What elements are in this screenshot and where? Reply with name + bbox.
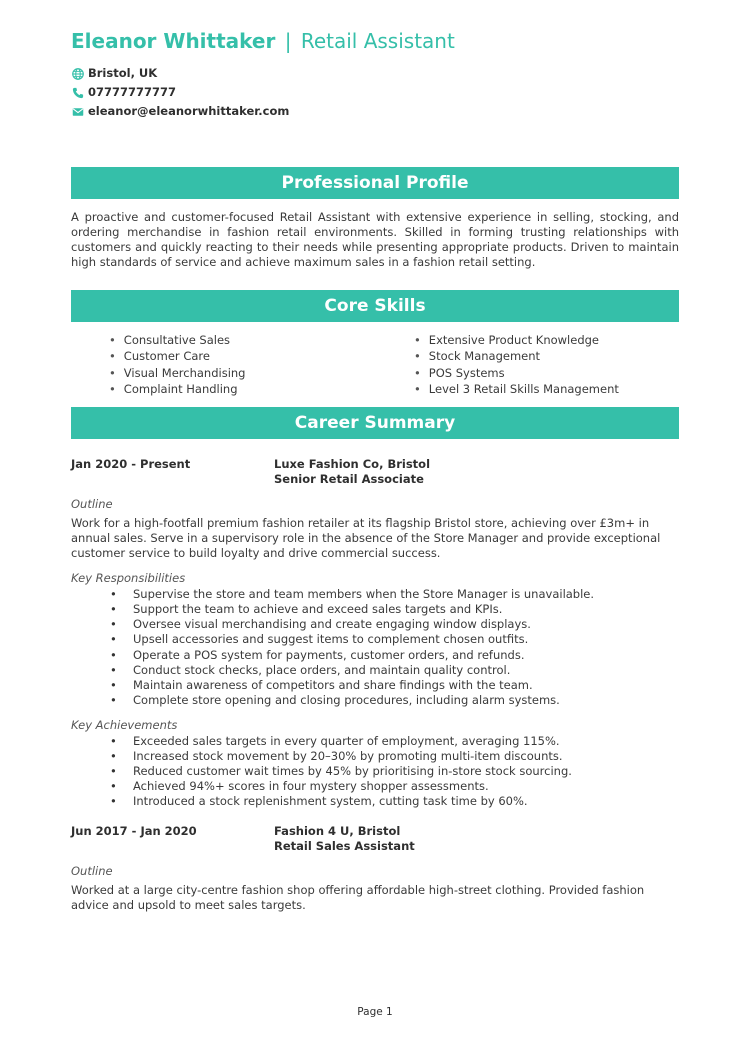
list-item: • Oversee visual merchandising and create engaging window displays. [110,617,679,632]
email-text[interactable]: eleanor@eleanorwhittaker.com [88,104,290,118]
profile-text: A proactive and customer-focused Retail Assistant with extensive experience in selling, stocking, and ordering merchandise in fashion retail environments. Skilled in forming trusting relationships with customers and quickly reacting to their needs while presenting appropriate products. Driven to maintain high standards of service and achieve maximum sales in a fashion retail setting. [71,210,679,269]
list-item: • Increased stock movement by 20–30% by promoting multi-item discounts. [110,749,679,764]
globe-icon [71,67,85,81]
skill-item: • Complaint Handling [109,381,414,397]
skills-heading: Core Skills [324,296,426,316]
outline-text: Work for a high-footfall premium fashion retailer at its flagship Bristol store, achieving over £3m+ in annual sales. Serve in a supervisory role in the absence of the Store Manager and provide exceptional customer service to build loyalty and drive commercial success. [71,516,661,561]
skill-item: • Visual Merchandising [109,365,414,381]
job-employer [274,457,430,487]
phone-icon [71,86,85,100]
achievements-list [71,734,679,809]
outline-label: Outline [71,497,113,512]
outline-label: Outline [71,864,113,879]
job-title: Retail Assistant [300,29,455,53]
skill-item: • Customer Care [109,348,414,364]
job-employer [274,824,415,854]
contact-phone [71,83,679,102]
job-role: Retail Sales Assistant [274,839,415,854]
profile-section-banner [71,167,679,199]
career-section-banner [71,407,679,439]
contact-location [71,64,679,83]
skills-column-left [109,332,414,397]
list-item: • Complete store opening and closing procedures, including alarm systems. [110,693,679,708]
list-item: • Maintain awareness of competitors and share findings with the team. [110,678,679,693]
job-dates: Jan 2020 - Present [71,457,191,472]
list-item: • Reduced customer wait times by 45% by prioritising in-store stock sourcing. [110,764,679,779]
contact-list [71,64,679,121]
list-item: • Upsell accessories and suggest items to complement chosen outfits. [110,632,679,647]
candidate-name: Eleanor Whittaker [71,29,276,53]
list-item: • Exceeded sales targets in every quarter of employment, averaging 115%. [110,734,679,749]
header [71,0,679,121]
list-item: • Supervise the store and team members when the Store Manager is unavailable. [110,587,679,602]
job-company: Luxe Fashion Co, Bristol [274,457,431,472]
page-number: Page 1 [357,1006,393,1018]
list-item: • Support the team to achieve and exceed sales targets and KPIs. [110,602,679,617]
skill-item: • Level 3 Retail Skills Management [414,381,619,397]
job-entry [71,457,679,809]
skill-item: • Extensive Product Knowledge [414,332,619,348]
list-item: • Achieved 94%+ scores in four mystery shopper assessments. [110,779,679,794]
name-separator: | [284,29,292,53]
profile-heading: Professional Profile [281,173,469,193]
achievements-label: Key Achievements [71,717,178,732]
outline-text: Worked at a large city-centre fashion shop offering affordable high-street clothing. Provided fashion advice and upsold to meet sales targets. [71,883,645,913]
job-company: Fashion 4 U, Bristol [274,824,401,839]
responsibilities-list [71,587,679,708]
contact-email [71,102,679,121]
job-header [71,824,679,854]
skills-grid [71,332,679,397]
skills-column-right [414,332,619,397]
job-role: Senior Retail Associate [274,472,424,487]
envelope-icon [71,105,85,119]
skill-item: • Stock Management [414,348,619,364]
list-item: • Operate a POS system for payments, customer orders, and refunds. [110,648,679,663]
skills-section-banner [71,290,679,322]
list-item: • Conduct stock checks, place orders, and maintain quality control. [110,663,679,678]
job-entry [71,824,679,913]
responsibilities-label: Key Responsibilities [71,571,186,586]
list-item: • Introduced a stock replenishment system, cutting task time by 60%. [110,794,679,809]
job-header [71,457,679,487]
skill-item: • POS Systems [414,365,619,381]
location-text: Bristol, UK [88,66,158,80]
career-heading: Career Summary [294,413,456,434]
skill-item: • Consultative Sales [109,332,414,348]
job-dates: Jun 2017 - Jan 2020 [71,824,197,839]
name-line [71,27,679,55]
phone-text: 07777777777 [88,85,177,99]
